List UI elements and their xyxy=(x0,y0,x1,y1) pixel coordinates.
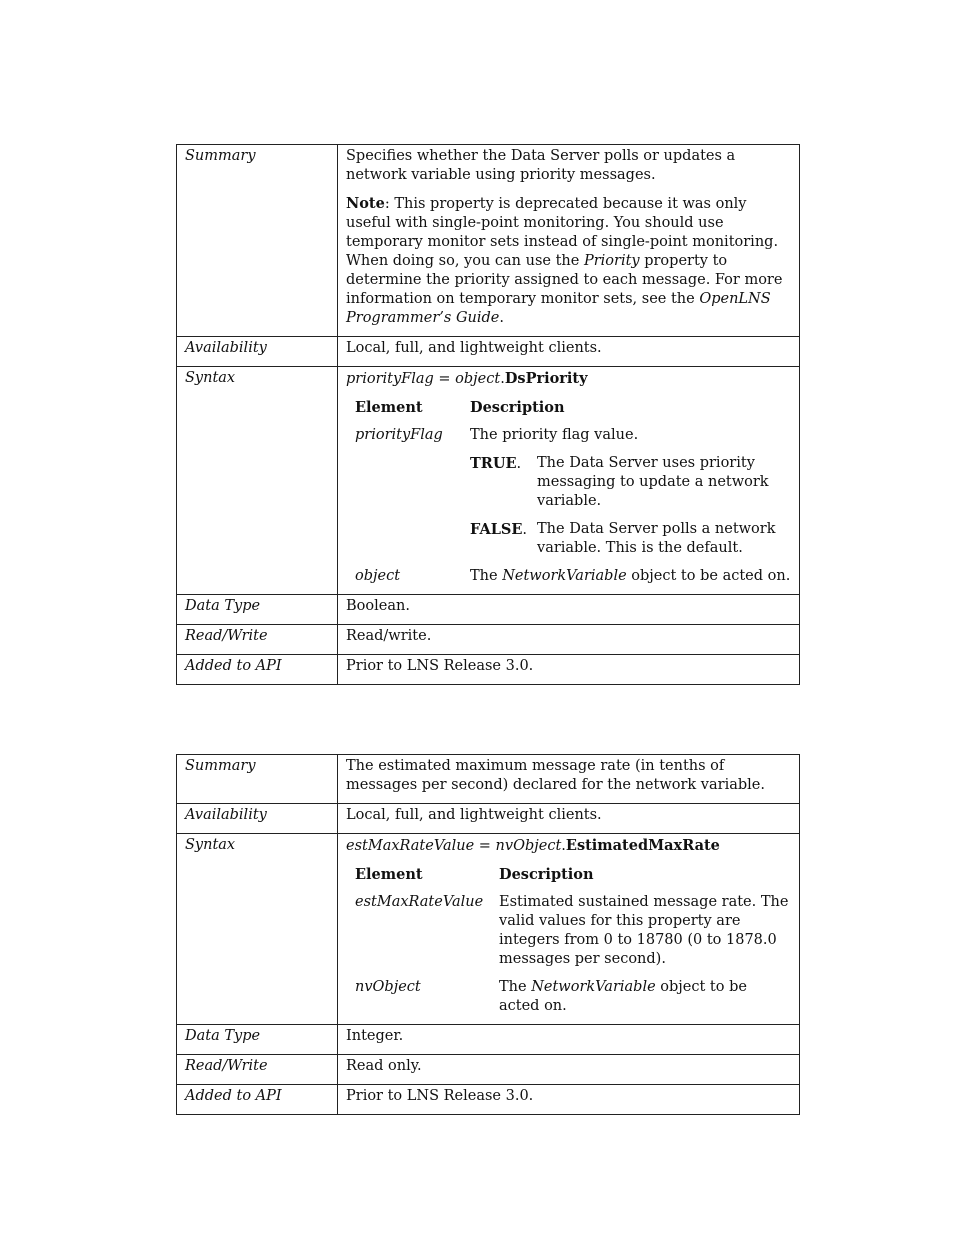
syntax-label: Syntax xyxy=(185,370,236,386)
note-paragraph: Note: This property is deprecated because it was only useful with single-point monitoring. You should use temporary monitor sets instead of single-point monitoring. When doing so, you can use the Priority property to determine the priority assigned to each message. For more information on temporary monitor sets, see the OpenLNS Programmer’s Guide. xyxy=(346,195,783,326)
summary-row xyxy=(177,145,800,337)
datatype-label: Data Type xyxy=(185,598,261,614)
availability-row xyxy=(177,337,800,367)
readwrite-row xyxy=(177,625,800,655)
summary-value xyxy=(338,145,800,337)
added-row xyxy=(177,655,800,685)
availability-label: Availability xyxy=(185,807,267,823)
property-table-dspriority xyxy=(176,144,800,685)
element-row xyxy=(346,567,791,586)
syntax-value xyxy=(338,834,800,1025)
datatype-value: Boolean. xyxy=(338,595,800,625)
summary-text: Specifies whether the Data Server polls or updates a network variable using priority messages. xyxy=(346,148,736,183)
availability-row xyxy=(177,804,800,834)
summary-label: Summary xyxy=(185,758,256,774)
true-option: TRUE. The Data Server uses priority messaging to update a network variable. xyxy=(470,455,769,509)
summary-value: The estimated maximum message rate (in tenths of messages per second) declared for the network variable. xyxy=(338,755,800,804)
element-description: Estimated sustained message rate. The valid values for this property are integers from 0 to 18780 (0 to 1878.0 messages per second). xyxy=(499,894,789,967)
availability-label: Availability xyxy=(185,340,267,356)
priority-ref: Priority xyxy=(583,253,640,269)
false-option: FALSE. The Data Server polls a network variable. This is the default. xyxy=(470,521,776,556)
element-row xyxy=(346,893,791,978)
guide-ref: OpenLNS Programmer’s Guide xyxy=(346,291,771,326)
datatype-value: Integer. xyxy=(338,1025,800,1055)
element-table xyxy=(346,398,791,586)
readwrite-value: Read only. xyxy=(338,1055,800,1085)
element-header: Element xyxy=(355,866,423,883)
element-description: The NetworkVariable object to be acted on. xyxy=(499,979,747,1014)
added-label: Added to API xyxy=(185,658,282,674)
syntax-row xyxy=(177,367,800,595)
element-description: The NetworkVariable object to be acted on. xyxy=(470,568,791,584)
note-label: Note xyxy=(346,195,385,212)
readwrite-label: Read/Write xyxy=(185,1058,268,1074)
availability-value: Local, full, and lightweight clients. xyxy=(338,804,800,834)
availability-value: Local, full, and lightweight clients. xyxy=(338,337,800,367)
readwrite-label: Read/Write xyxy=(185,628,268,644)
description-header: Description xyxy=(470,399,565,416)
summary-label: Summary xyxy=(185,148,256,164)
element-name: object xyxy=(355,568,401,584)
added-label: Added to API xyxy=(185,1088,282,1104)
element-name: priorityFlag xyxy=(355,427,443,443)
datatype-label: Data Type xyxy=(185,1028,261,1044)
description-header: Description xyxy=(499,866,594,883)
element-header-row xyxy=(346,865,791,893)
syntax-line: estMaxRateValue = nvObject.EstimatedMaxRate xyxy=(346,837,720,854)
readwrite-value: Read/write. xyxy=(338,625,800,655)
property-table-estimatedmaxrate xyxy=(176,754,800,1115)
summary-row xyxy=(177,755,800,804)
added-value: Prior to LNS Release 3.0. xyxy=(338,1085,800,1115)
added-value: Prior to LNS Release 3.0. xyxy=(338,655,800,685)
element-name: nvObject xyxy=(355,979,421,995)
readwrite-row xyxy=(177,1055,800,1085)
syntax-label: Syntax xyxy=(185,837,236,853)
element-header-row xyxy=(346,398,791,426)
syntax-value xyxy=(338,367,800,595)
syntax-row xyxy=(177,834,800,1025)
element-row xyxy=(346,426,791,567)
syntax-line: priorityFlag = object.DsPriority xyxy=(346,370,588,387)
datatype-row xyxy=(177,1025,800,1055)
added-row xyxy=(177,1085,800,1115)
element-header: Element xyxy=(355,399,423,416)
element-table xyxy=(346,865,791,1016)
element-description: The priority flag value. xyxy=(470,427,639,443)
element-name: estMaxRateValue xyxy=(355,894,484,910)
datatype-row xyxy=(177,595,800,625)
element-row xyxy=(346,978,791,1016)
